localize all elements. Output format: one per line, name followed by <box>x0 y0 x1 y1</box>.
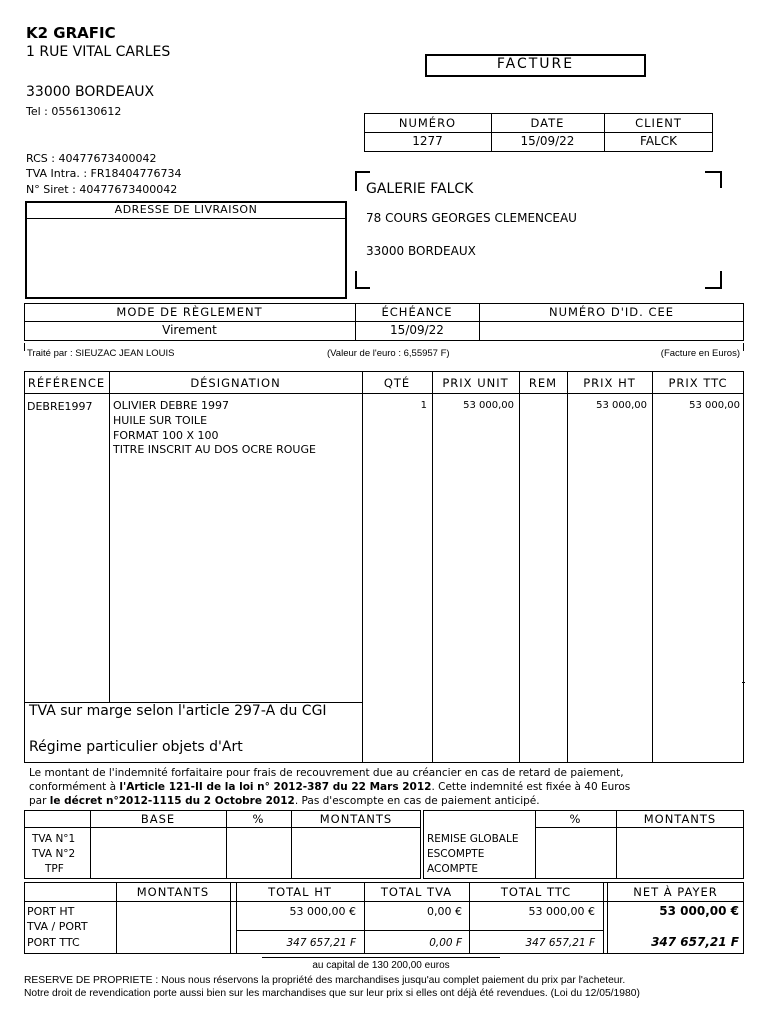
payment-header-mode: MODE DE RÈGLEMENT <box>116 305 263 319</box>
item-designation-line: FORMAT 100 X 100 <box>113 429 219 442</box>
footer-capital: au capital de 130 200,00 euros <box>312 960 450 971</box>
legal-line-3a: par <box>29 795 50 807</box>
total-tva-franc: 0,00 F <box>429 937 462 949</box>
info-right-tick <box>743 343 744 351</box>
info-currency: (Facture en Euros) <box>660 348 740 359</box>
legal-line-2 <box>29 781 630 793</box>
company-tva-intra: TVA Intra. : FR18404776734 <box>26 167 182 180</box>
legal-line-2c: . Cette indemnité est fixée à 40 Euros <box>431 781 631 793</box>
totals-header-ht: TOTAL HT <box>268 885 332 899</box>
totals-col-a <box>230 882 231 954</box>
items-header-unit: PRIX UNIT <box>442 376 509 390</box>
client-city: 33000 BORDEAUX <box>366 244 476 258</box>
total-ht-euro: 53 000,00 € <box>289 905 356 918</box>
remise-label-escompte: ESCOMPTE <box>427 848 485 860</box>
footer-reserve-1: RESERVE DE PROPRIETE : Nous nous réservons la propriété des marchandises jusqu'au complet paiement du prix par l'acheteur. <box>24 975 626 986</box>
legal-line-2a: conformément à <box>29 781 120 793</box>
item-ref: DEBRE1997 <box>27 400 93 413</box>
total-ttc-franc: 347 657,21 F <box>525 937 595 949</box>
item-qty: 1 <box>420 400 427 411</box>
totals-header-montants: MONTANTS <box>136 885 210 899</box>
legal-decret-ref: le décret n°2012-1115 du 2 Octobre 2012 <box>49 795 295 807</box>
items-col-rem <box>567 371 568 763</box>
facture-title: FACTURE <box>496 56 575 72</box>
items-header-ref: RÉFÉRENCE <box>27 376 106 390</box>
legal-line-1: Le montant de l'indemnité forfaitaire pour frais de recouvrement due au créancier en cas de retard de paiement, <box>29 767 624 779</box>
totals-header-tva: TOTAL TVA <box>380 885 453 899</box>
meta-header-date: DATE <box>530 116 565 130</box>
meta-header-client: CLIENT <box>635 116 682 130</box>
items-header-ttc: PRIX TTC <box>668 376 728 390</box>
client-name: GALERIE FALCK <box>366 181 474 197</box>
items-col-ref <box>109 371 110 702</box>
payment-header-echeance: ÉCHÉANCE <box>381 305 453 319</box>
company-siret: N° Siret : 40477673400042 <box>26 183 178 196</box>
tva-header-percent: % <box>252 812 265 826</box>
payment-header-cee: NUMÉRO D'ID. CEE <box>548 305 675 319</box>
remise-label-globale: REMISE GLOBALE <box>427 833 519 845</box>
item-price-ht: 53 000,00 <box>596 400 647 411</box>
item-designation-line: OLIVIER DEBRE 1997 <box>113 399 229 412</box>
payment-value-echeance: 15/09/22 <box>390 323 444 337</box>
items-header-designation: DÉSIGNATION <box>190 376 281 390</box>
legal-line-3 <box>29 795 540 807</box>
item-designation-line: TITRE INSCRIT AU DOS OCRE ROUGE <box>113 443 316 456</box>
legal-article-ref: l'Article 121-II de la loi n° 2012-387 du 22 Mars 2012 <box>119 781 432 793</box>
items-header-rem: REM <box>528 376 558 390</box>
footer-capital-rule <box>262 957 500 958</box>
totals-franc-divider <box>236 930 603 931</box>
tva-header-divider <box>24 827 421 828</box>
delivery-label: ADRESSE DE LIVRAISON <box>114 203 258 216</box>
total-tva-euro: 0,00 € <box>427 905 462 918</box>
tva-marge-note: TVA sur marge selon l'article 297-A du CGI <box>29 703 327 719</box>
footer-reserve-2: Notre droit de revendication porte aussi bien sur les marchandises que sur leur prix si elles ont déjà été revendues. (Loi du 12/05/1980) <box>24 988 640 999</box>
client-bracket-br <box>705 271 722 289</box>
totals-header-ttc: TOTAL TTC <box>500 885 572 899</box>
remise-label-acompte: ACOMPTE <box>427 863 479 875</box>
legal-line-3c: . Pas d'escompte en cas de paiement anticipé. <box>294 795 540 807</box>
totals-header-net: NET À PAYER <box>633 885 718 899</box>
net-a-payer-euro: 53 000,00 € <box>659 904 739 918</box>
tva-label-tpf: TPF <box>45 863 64 875</box>
item-price-ttc: 53 000,00 <box>689 400 740 411</box>
company-city: 33000 BORDEAUX <box>26 84 155 100</box>
remise-header-divider <box>535 827 744 828</box>
meta-value-client: FALCK <box>640 134 677 148</box>
items-col-unit <box>519 371 520 763</box>
items-col-ht <box>652 371 653 763</box>
client-address: 78 COURS GEORGES CLEMENCEAU <box>366 211 577 225</box>
port-label-ttc: PORT TTC <box>27 936 80 949</box>
items-header-divider <box>24 393 744 394</box>
invoice-meta-divider <box>364 132 713 133</box>
tva-header-base: BASE <box>140 812 176 826</box>
meta-value-numero: 1277 <box>412 134 443 148</box>
meta-value-date: 15/09/22 <box>520 134 575 148</box>
port-label-tva: TVA / PORT <box>27 920 88 933</box>
items-header-qty: QTÉ <box>383 376 411 390</box>
client-bracket-tr <box>705 171 722 188</box>
remise-header-montants: MONTANTS <box>643 812 717 826</box>
net-a-payer-franc: 347 657,21 F <box>651 935 739 949</box>
items-header-ht: PRIX HT <box>583 376 636 390</box>
totals-header-divider <box>24 901 744 902</box>
company-rcs: RCS : 40477673400042 <box>26 152 157 165</box>
payment-divider <box>24 321 744 322</box>
right-edge-tick <box>742 682 745 683</box>
tva-header-montants: MONTANTS <box>319 812 393 826</box>
items-col-qty <box>432 371 433 763</box>
info-traite: Traité par : SIEUZAC JEAN LOUIS <box>27 348 175 359</box>
client-bracket-bl <box>355 271 370 289</box>
tva-label-1: TVA N°1 <box>32 833 76 845</box>
delivery-divider <box>25 218 347 219</box>
info-euro-value: (Valeur de l'euro : 6,55957 F) <box>327 348 450 359</box>
remise-header-percent: % <box>569 812 582 826</box>
meta-header-numero: NUMÉRO <box>398 116 457 130</box>
regime-note: Régime particulier objets d'Art <box>29 739 243 755</box>
payment-value-mode: Virement <box>162 323 217 337</box>
port-label-ht: PORT HT <box>27 905 75 918</box>
totals-col-e <box>603 882 604 954</box>
company-address: 1 RUE VITAL CARLES <box>26 44 171 60</box>
items-col-designation <box>362 371 363 763</box>
tva-label-2: TVA N°2 <box>32 848 76 860</box>
total-ht-franc: 347 657,21 F <box>286 937 356 949</box>
info-left-tick <box>24 343 25 351</box>
company-tel: Tel : 0556130612 <box>26 105 122 118</box>
item-unit-price: 53 000,00 <box>463 400 514 411</box>
total-ttc-euro: 53 000,00 € <box>528 905 595 918</box>
company-name: K2 GRAFIC <box>26 24 116 42</box>
item-designation-line: HUILE SUR TOILE <box>113 414 208 427</box>
